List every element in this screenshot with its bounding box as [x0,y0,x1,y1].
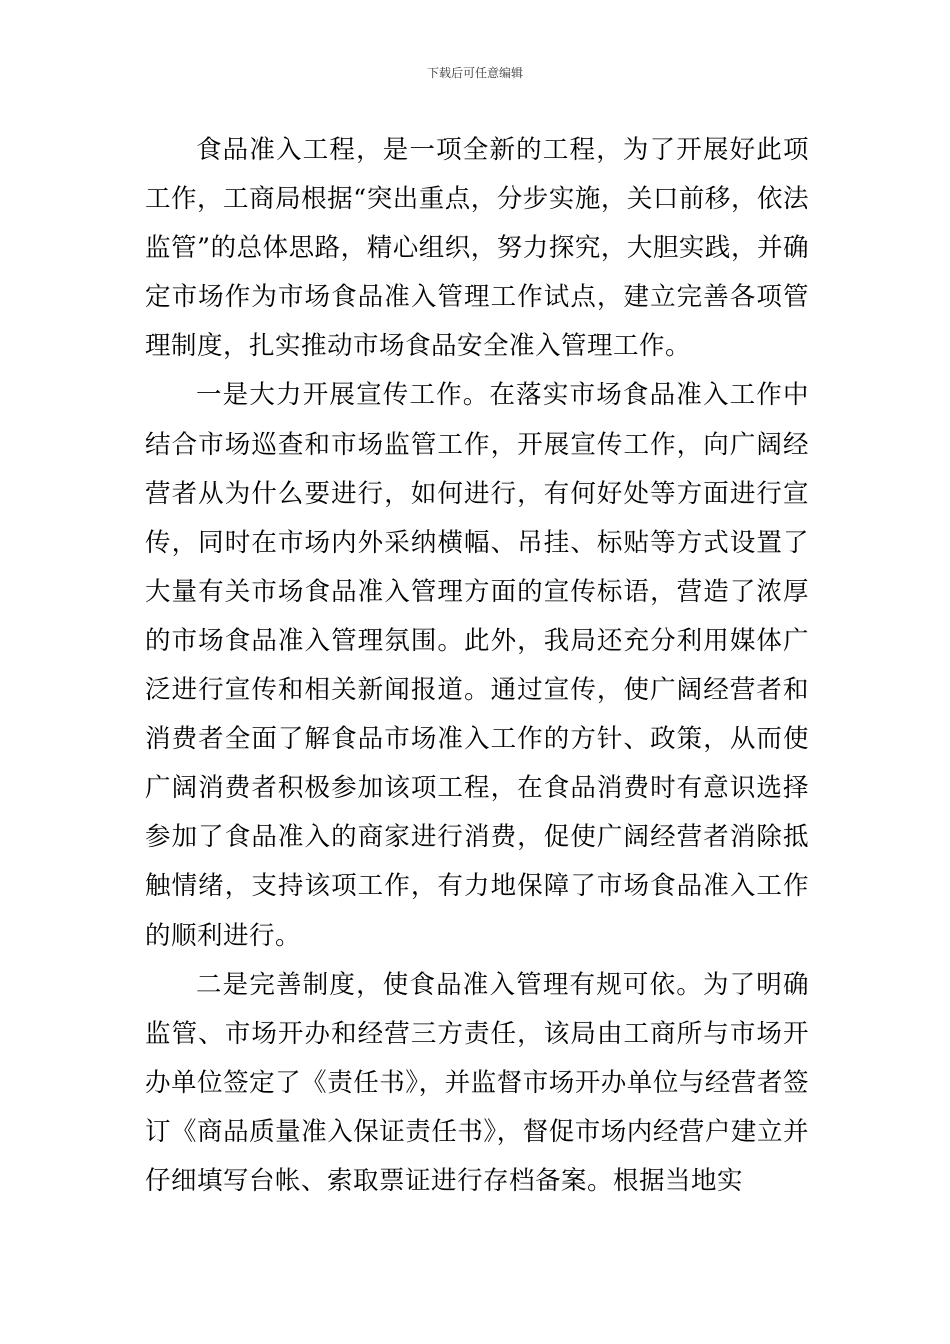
document-body [145,126,809,1206]
paragraph-system: 二是完善制度，使食品准入管理有规可依。为了明确监管、市场开办和经营三方责任，该局由工商所与市场开办单位签定了《责任书》，并监督市场开办单位与经营者签订《商品质量准入保证责任书》，督促市场内经营户建立并仔细填写台帐、索取票证进行存档备案。根据当地实 [145,969,809,1196]
page-header: 下载后可任意编辑 [426,66,523,80]
paragraph-intro: 食品准入工程，是一项全新的工程，为了开展好此项工作，工商局根据“突出重点，分步实施，关口前移，依法监管”的总体思路，精心组织，努力探究，大胆实践，并确定市场作为市场食品准入管理工作试点，建立完善各项管理制度，扎实推动市场食品安全准入管理工作。 [145,135,809,362]
paragraph-publicity: 一是大力开展宣传工作。在落实市场食品准入工作中结合市场巡查和市场监管工作，开展宣传工作，向广阔经营者从为什么要进行，如何进行，有何好处等方面进行宣传，同时在市场内外采纳横幅、吊挂、标贴等方式设置了大量有关市场食品准入管理方面的宣传标语，营造了浓厚的市场食品准入管理氛围。此外，我局还充分利用媒体广泛进行宣传和相关新闻报道。通过宣传，使广阔经营者和消费者全面了解食品市场准入工作的方针、政策，从而使广阔消费者积极参加该项工程，在食品消费时有意识选择参加了食品准入的商家进行消费，促使广阔经营者消除抵触情绪，支持该项工作，有力地保障了市场食品准入工作的顺利进行。 [145,380,809,951]
